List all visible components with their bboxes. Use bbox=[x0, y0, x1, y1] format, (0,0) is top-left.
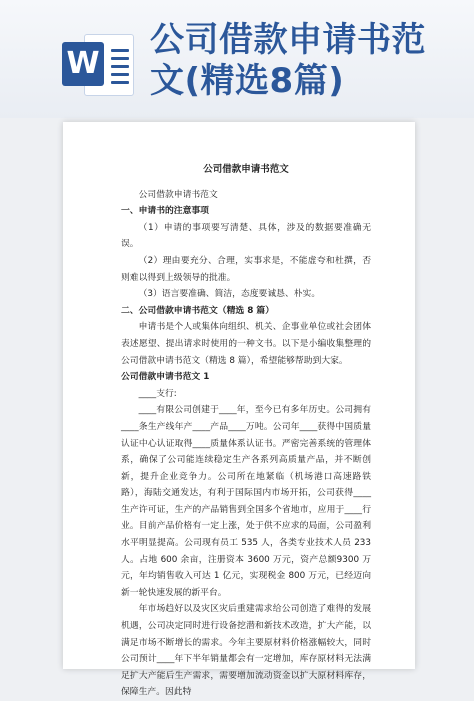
document-title: 公司借款申请书范文 bbox=[203, 164, 289, 175]
section-heading: 一、申请书的注意事项 bbox=[121, 206, 209, 217]
word-badge: W bbox=[62, 42, 104, 86]
header-banner bbox=[0, 0, 474, 118]
paragraph: 年市场趋好以及灾区灾后重建需求给公司创造了难得的发展机遇，公司决定同时进行设备挖潜和新技术改造，扩大产能，以满足市场不断增长的需求。今年主要原材料价格涨幅较大，同时公司预计____年下半年销量都会有一定增加，库存原材料无法满足扩大产能后生产需求，需要增加流动资金以扩大原材料库存，保障生产。因此特 bbox=[121, 604, 371, 698]
page-title bbox=[150, 20, 460, 102]
paragraph: （3）语言要准确、简洁，态度要诚恳、朴实。 bbox=[138, 289, 321, 300]
section-heading: 二、公司借款申请书范文（精选 8 篇） bbox=[121, 305, 274, 316]
document-body bbox=[121, 162, 371, 701]
page-title-line2: 文(精选8篇) bbox=[150, 61, 345, 101]
paragraph: ____有限公司创建于____年，至今已有多年历史。公司拥有____条生产线年产____产品____万吨。公司年____获得中国质量认证中心认证取得____质量体系认证书。严密完善系统的管理体系，确保了公司能连续稳定生产各系列高质量产品，并不断创新，提升企业竞争力。公司所在地紧临（机场港口高速路铁路），海陆交通发达，有利于国际国内市场开拓，公司获得____生产许可证，生产的产品销售到全国多个省地市，应用于____行业。目前产品价格有一定上涨，处于供不应求的局面，公司盈利水平明显提高。公司现有员工 535 人，各类专业技术人员 233 人。占地 600 余亩，注册资本 3600 万元，资产总额9300 万元，年均销售收入可达 1 亿元，实现税金 800 万元，已经迈向新一轮快速发展的新平台。 bbox=[121, 405, 371, 598]
section-heading: 公司借款申请书范文 1 bbox=[121, 372, 210, 383]
paragraph: （2）理由要充分、合理，实事求是，不能虚夸和杜撰，否则难以得到上级领导的批准。 bbox=[121, 255, 371, 283]
paragraph-list bbox=[121, 187, 371, 701]
paragraph: 公司借款申请书范文 bbox=[138, 189, 218, 200]
page-title-line1: 公司借款申请书范 bbox=[150, 20, 426, 60]
paragraph: （1）申请的事项要写清楚、具体，涉及的数据要准确无误。 bbox=[121, 222, 371, 250]
word-icon bbox=[62, 30, 134, 98]
paragraph: 申请书是个人或集体向组织、机关、企事业单位或社会团体表述愿望、提出请求时使用的一种文书。以下是小编收集整理的公司借款申请书范文（精选 8 篇），希望能够帮助到大家。 bbox=[121, 322, 371, 366]
paragraph: ____支行: bbox=[138, 388, 177, 399]
document-page bbox=[63, 122, 415, 698]
